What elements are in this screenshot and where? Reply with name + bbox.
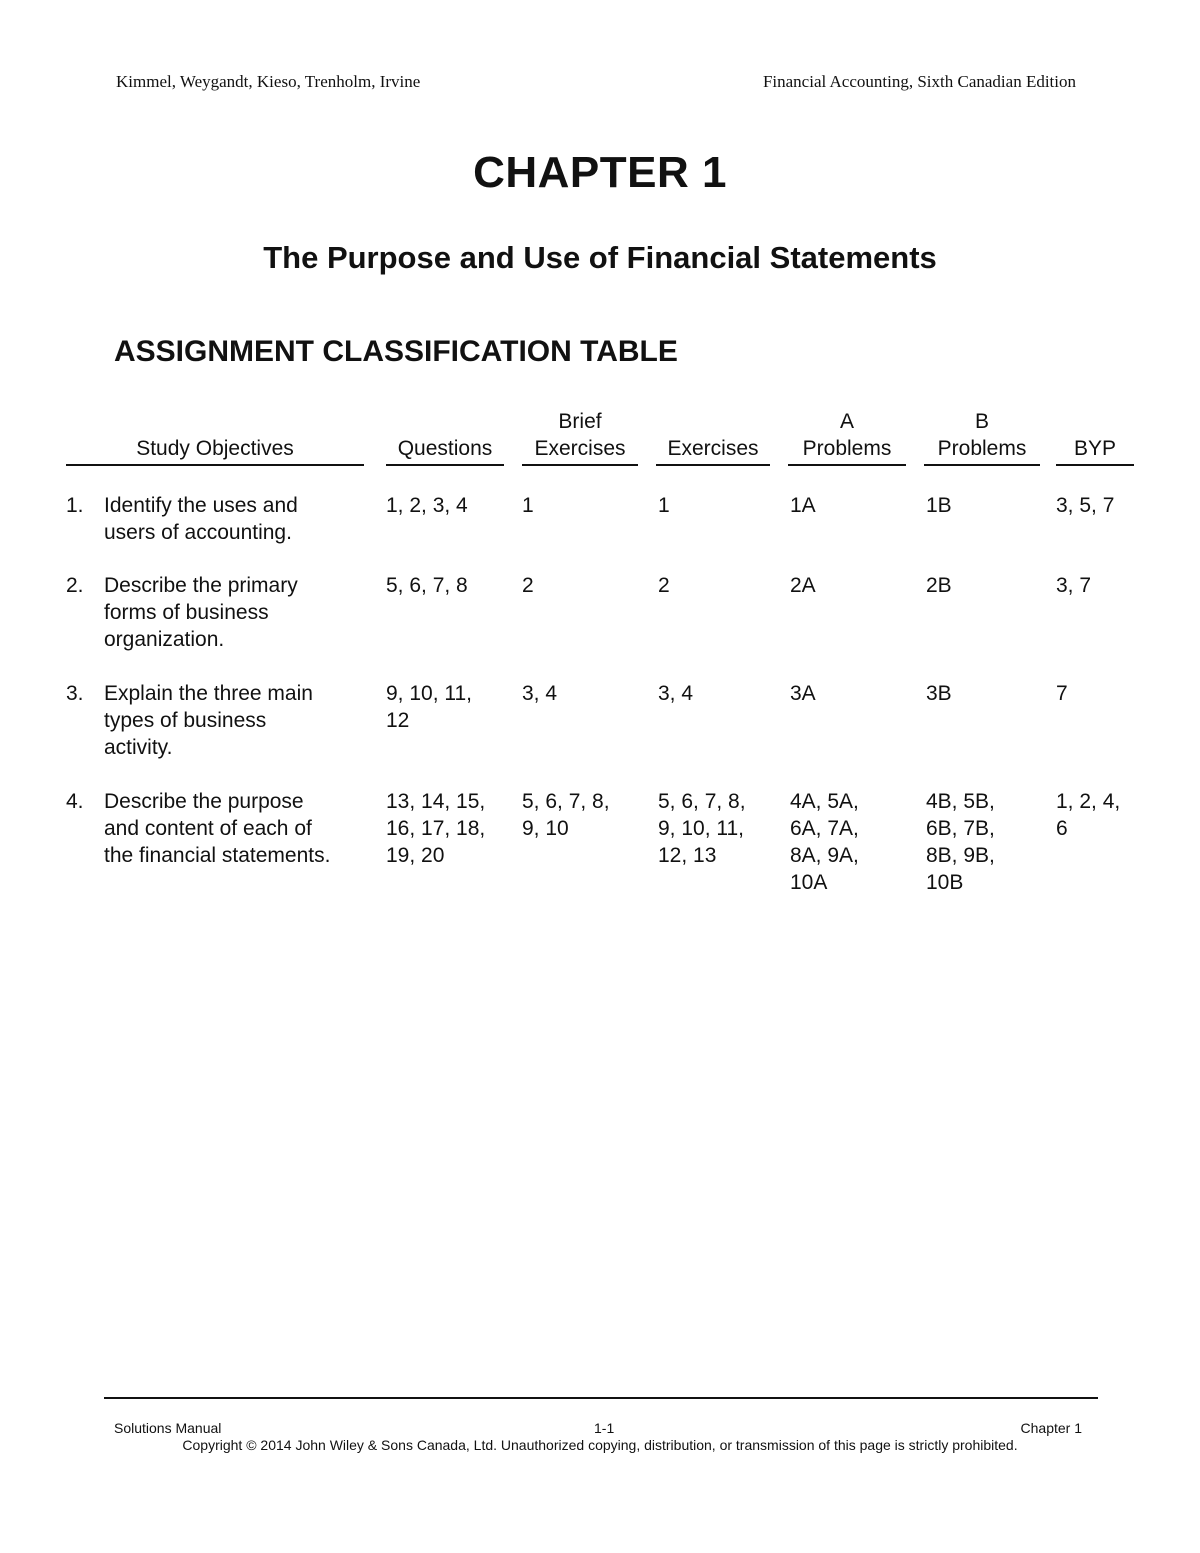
column-header-questions bbox=[386, 408, 504, 466]
questions-cell: 9, 10, 11, 12 bbox=[386, 682, 473, 732]
brief-exercises-cell: 3, 4 bbox=[522, 682, 558, 705]
byp-cell: 1, 2, 4, 6 bbox=[1056, 790, 1121, 840]
byp-cell: 7 bbox=[1056, 682, 1068, 705]
column-header-line2: BYP bbox=[1073, 437, 1117, 460]
questions-cell: 1, 2, 3, 4 bbox=[386, 494, 468, 517]
running-head-book-title: Financial Accounting, Sixth Canadian Edition bbox=[762, 72, 1076, 91]
chapter-subtitle: The Purpose and Use of Financial Statements bbox=[263, 240, 937, 275]
brief-exercises-cell: 5, 6, 7, 8, 9, 10 bbox=[522, 790, 610, 840]
column-header-byp bbox=[1056, 408, 1134, 466]
exercises-cell: 2 bbox=[658, 574, 670, 597]
b-problems-cell: 2B bbox=[926, 574, 952, 597]
column-header-line1: A bbox=[839, 410, 854, 433]
column-header-line2: Problems bbox=[802, 437, 892, 460]
column-header-line2: Problems bbox=[937, 437, 1027, 460]
exercises-cell: 5, 6, 7, 8, 9, 10, 11, 12, 13 bbox=[658, 790, 746, 867]
objective-number: 4. bbox=[66, 790, 84, 813]
column-header-line1: B bbox=[974, 410, 989, 433]
objective-number: 2. bbox=[66, 574, 84, 597]
running-head-authors: Kimmel, Weygandt, Kieso, Trenholm, Irvine bbox=[116, 72, 421, 91]
chapter-title: CHAPTER 1 bbox=[473, 148, 727, 197]
column-header-line1 bbox=[66, 408, 364, 435]
copyright-notice: Copyright © 2014 John Wiley & Sons Canada, Ltd. Unauthorized copying, distribution, or transmission of this page is strictly prohibited. bbox=[182, 1437, 1018, 1453]
brief-exercises-cell: 1 bbox=[522, 494, 534, 517]
column-header-line2: Questions bbox=[397, 437, 493, 460]
questions-cell: 13, 14, 15, 16, 17, 18, 19, 20 bbox=[386, 790, 486, 867]
brief-exercises-cell: 2 bbox=[522, 574, 534, 597]
questions-cell: 5, 6, 7, 8 bbox=[386, 574, 468, 597]
footer-chapter: Chapter 1 bbox=[1020, 1420, 1082, 1436]
column-header-line1: Brief bbox=[558, 410, 602, 433]
objective-text: Explain the three main types of business activity. bbox=[104, 682, 313, 759]
exercises-cell: 1 bbox=[658, 494, 670, 517]
b-problems-cell: 4B, 5B, 6B, 7B, 8B, 9B, 10B bbox=[926, 790, 995, 894]
column-header-line1 bbox=[1056, 408, 1134, 435]
column-header-exercises bbox=[656, 408, 770, 466]
a-problems-cell: 4A, 5A, 6A, 7A, 8A, 9A, 10A bbox=[790, 790, 859, 894]
a-problems-cell: 3A bbox=[790, 682, 816, 705]
exercises-cell: 3, 4 bbox=[658, 682, 694, 705]
column-header-b-problems bbox=[924, 408, 1040, 466]
objective-text: Describe the primary forms of business organization. bbox=[104, 574, 298, 651]
byp-cell: 3, 5, 7 bbox=[1056, 494, 1115, 517]
objective-text: Describe the purpose and content of each of the financial statements. bbox=[104, 790, 331, 867]
objective-number: 3. bbox=[66, 682, 84, 705]
a-problems-cell: 1A bbox=[790, 494, 816, 517]
column-header-line2: Study Objectives bbox=[136, 437, 294, 460]
b-problems-cell: 1B bbox=[926, 494, 952, 517]
b-problems-cell: 3B bbox=[926, 682, 952, 705]
column-header-line1 bbox=[656, 408, 770, 435]
footer-divider bbox=[104, 1397, 1098, 1399]
a-problems-cell: 2A bbox=[790, 574, 816, 597]
byp-cell: 3, 7 bbox=[1056, 574, 1092, 597]
column-header-line1 bbox=[386, 408, 504, 435]
column-header-brief-exercises bbox=[522, 408, 638, 466]
objective-number: 1. bbox=[66, 494, 84, 517]
column-header-a-problems bbox=[788, 408, 906, 466]
column-header-line2: Exercises bbox=[534, 437, 626, 460]
page-number: 1-1 bbox=[594, 1420, 615, 1436]
objective-text: Identify the uses and users of accounting. bbox=[104, 494, 298, 544]
footer bbox=[114, 1420, 1082, 1438]
running-head bbox=[116, 72, 1076, 96]
column-header-study-objectives bbox=[66, 408, 364, 466]
column-header-line2: Exercises bbox=[667, 437, 759, 460]
table-heading: ASSIGNMENT CLASSIFICATION TABLE bbox=[114, 335, 678, 368]
footer-manual-name: Solutions Manual bbox=[114, 1420, 222, 1436]
